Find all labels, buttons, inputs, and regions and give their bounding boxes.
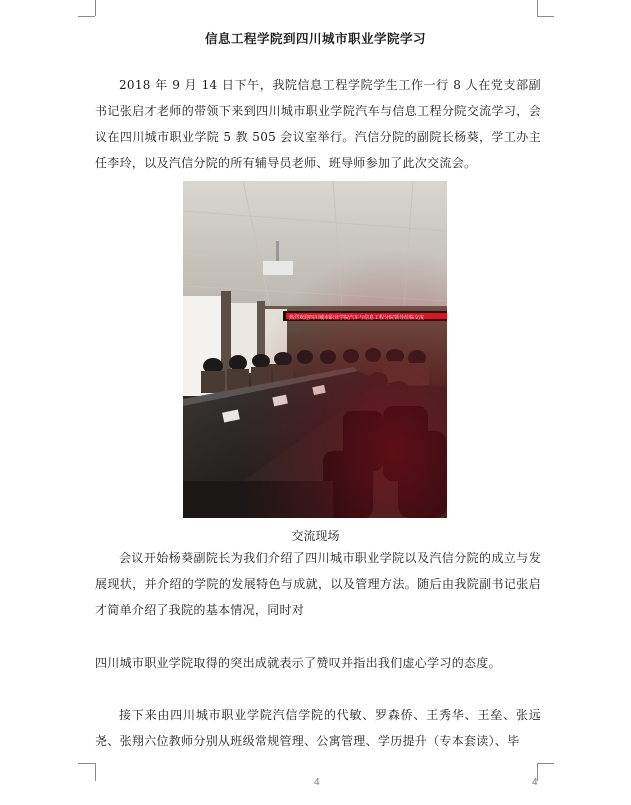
crop-mark-bottom-left — [95, 763, 96, 781]
page-number-right: 4 — [532, 777, 538, 788]
banner-text: 热烈欢迎四川城市职业学院汽车与信息工程分院领导莅临交流 — [289, 315, 425, 321]
paragraph-4: 接下来由四川城市职业学院汽信学院的代敏、罗森侨、王秀华、王垒、张远尧、张翔六位教师分别从班级常规管理、公寓管理、学历提升（专本套读）、毕 — [95, 708, 541, 748]
meeting-photo — [183, 181, 447, 518]
paragraph-2: 会议开始杨葵副院长为我们介绍了四川城市职业学院以及汽信分院的成立与发展现状，并介绍的学院的发展特色与成就，以及管理方法。随后由我院副书记张启才简单介绍了我院的基本情况，同时对 — [95, 551, 541, 617]
crop-mark-top-right — [537, 16, 554, 17]
crop-mark-bottom-left — [78, 763, 95, 764]
page-number: 4 — [314, 777, 320, 788]
crop-mark-bottom-right — [537, 763, 554, 764]
crop-mark-top-left — [95, 0, 96, 16]
crop-mark-top-left — [78, 16, 95, 17]
crop-mark-top-right — [537, 0, 538, 16]
paragraph-3: 四川城市职业学院取得的突出成就表示了赞叹并指出我们虚心学习的态度。 — [95, 656, 501, 670]
photo-caption: 交流现场 — [291, 529, 340, 543]
paragraph-1: 2018 年 9 月 14 日下午，我院信息工程学院学生工作一行 8 人在党支部副书记张启才老师的带领下来到四川城市职业学院汽车与信息工程分院交流学习，会议在四川城市职业学院 5 教 505 会议室举行。汽信分院的副院长杨葵，学工办主任李玲，以及汽信分院的所有辅导员老师、班导师参加了此次交流会。 — [95, 78, 541, 170]
document-title: 信息工程学院到四川城市职业学院学习 — [204, 31, 426, 46]
